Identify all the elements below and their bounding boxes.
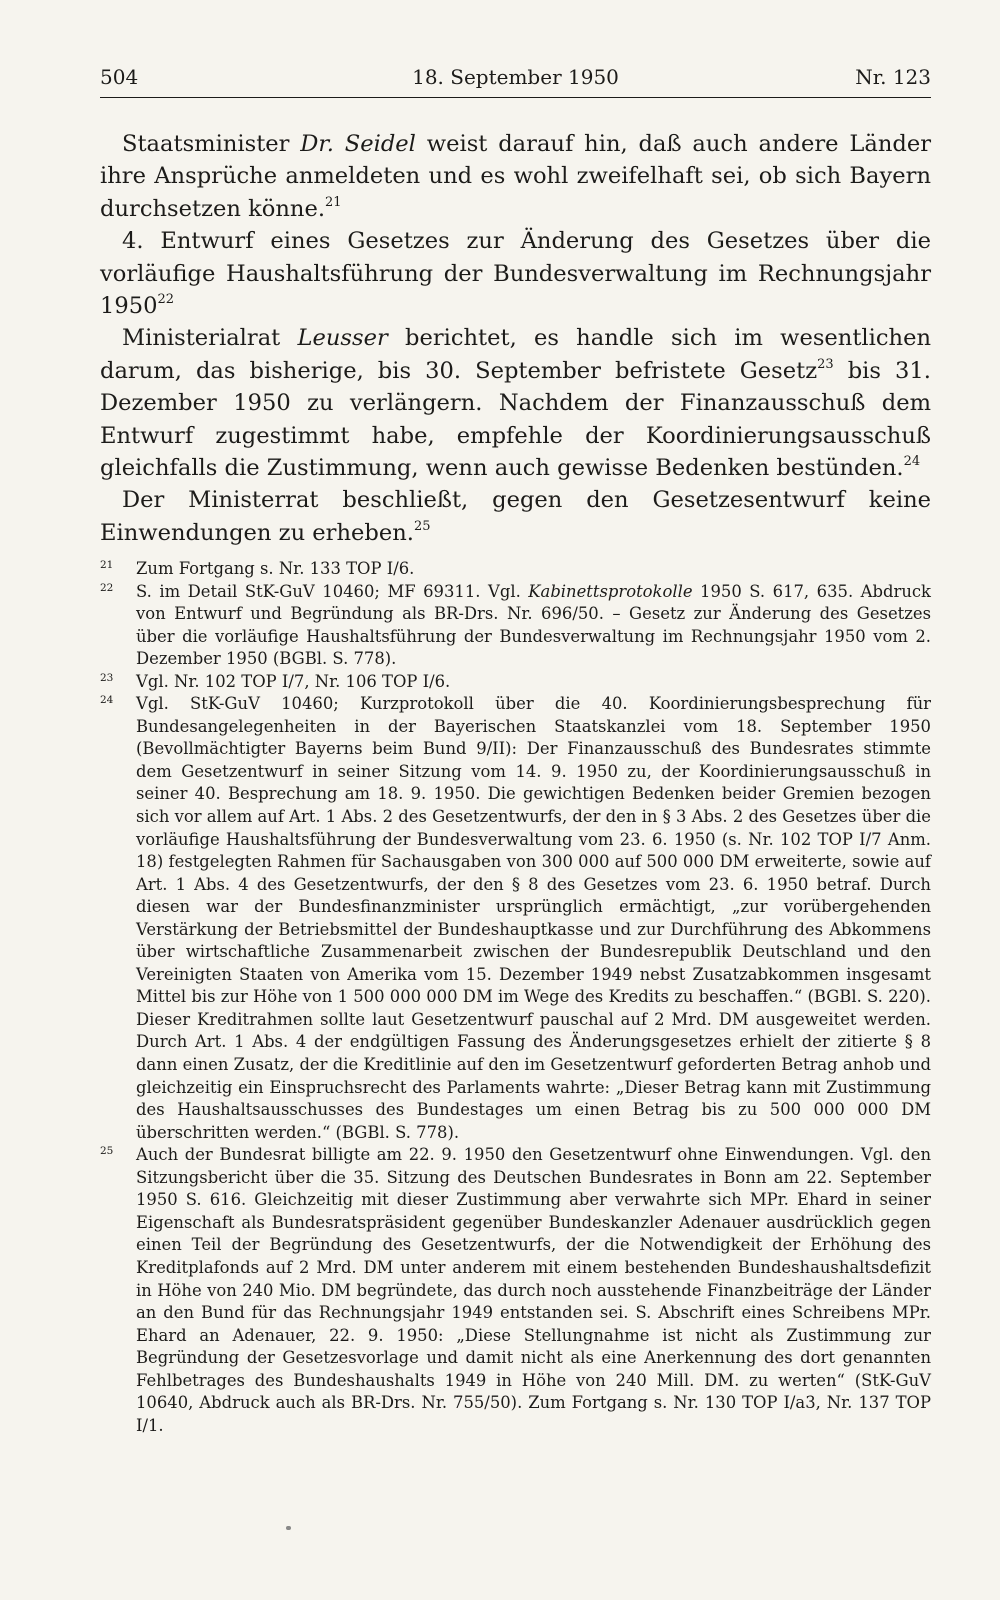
footnote-25 — [100, 1144, 931, 1437]
text-run: weist darauf hin, daß auch andere Länder ihre Ansprüche anmeldeten und es wohl zweifelhaft sei, ob sich Bayern durchsetzen könne. — [100, 131, 931, 222]
speaker-name: Dr. Seidel — [300, 131, 416, 157]
running-header — [100, 62, 931, 92]
footnote-24 — [100, 693, 931, 1144]
footnote-reference[interactable]: 24 — [903, 454, 921, 470]
footnote-22 — [100, 581, 931, 671]
publication-title: Kabinettsprotokolle — [528, 581, 693, 601]
paragraph-decision — [100, 484, 931, 549]
footnote-reference[interactable]: 22 — [157, 292, 175, 308]
main-text — [100, 128, 931, 549]
header-date: 18. September 1950 — [412, 65, 619, 89]
footnote-text: 1950 S. 617, 635. Abdruck von Entwurf und Begründung als BR-Drs. Nr. 696/50. – Gesetz zur Änderung des Gesetzes über die vorläufige Haushaltsführung der Bundesverwaltung im Rechnungsjahr 1950 vom 2. Dezember 1950 (BGBl. S. 778). — [136, 581, 931, 669]
footnote-23 — [100, 671, 931, 694]
footnote-reference[interactable]: 23 — [817, 356, 834, 372]
footnote-number: 23 — [100, 671, 114, 684]
text-run: bis 31. Dezember 1950 zu verlängern. Nachdem der Finanzausschuß dem Entwurf zugestimmt habe, empfehle der Koordinierungsausschuß gleichfalls die Zustimmung, wenn auch gewisse Bedenken bestünden. — [100, 357, 931, 482]
text-run: 4. Entwurf eines Gesetzes zur Änderung des Gesetzes über die vorläufige Haushaltsführung der Bundesverwaltung im Rechnungsjahr 1950 — [100, 228, 931, 320]
footnote-text: Zum Fortgang s. Nr. 133 TOP I/6. — [136, 559, 415, 578]
footnote-reference[interactable]: 25 — [413, 518, 431, 534]
header-rule — [100, 97, 931, 98]
footnote-text: S. im Detail StK-GuV 10460; MF 69311. Vgl. — [136, 581, 529, 601]
footnote-number: 25 — [100, 1145, 114, 1158]
footnote-text: Vgl. StK-GuV 10460; Kurzprotokoll über die 40. Koordinierungsbesprechung für Bundesangelegenheiten in der Bayerischen Staatskanzlei vom 18. September 1950 (Bevollmächtigter Bayerns beim Bund 9/II): Der Finanzausschuß des Bundesrates stimmte dem Gesetzentwurf in seiner Sitzung vom 14. 9. 1950 zu, der Koordinierungsausschuß in seiner 40. Besprechung am 18. 9. 1950. Die gewichtigen Bedenken beider Gremien bezogen sich vor allem auf Art. 1 Abs. 2 des Gesetzentwurfs, der den in § 3 Abs. 2 des Gesetzes über die vorläufige Haushaltsführung der Bundesverwaltung vom 23. 6. 1950 (s. Nr. 102 TOP I/7 Anm. 18) festgelegten Rahmen für Sachausgaben von 300 000 auf 500 000 DM erweiterte, sowie auf Art. 1 Abs. 4 des Gesetzentwurfs, der den § 8 des Gesetzes vom 23. 6. 1950 betraf. Durch diesen war der Bundesfinanzminister ursprünglich ermächtigt, „zur vorübergehenden Verstärkung der Betriebsmittel der Bundeshauptkasse und zur Durchführung des Abkommens über wirtschaftliche Zusammenarbeit zwischen der Bundesrepublik Deutschland und den Vereinigten Staaten von Amerika vom 15. Dezember 1949 nebst Zusatzabkommen insgesamt Mittel bis zur Höhe von 1 500 000 000 DM im Wege des Kredits zu beschaffen.“ (BGBl. S. 220). Dieser Kreditrahmen sollte laut Gesetzentwurf pauschal auf 2 Mrd. DM ausgeweitet werden. Durch Art. 1 Abs. 4 der endgültigen Fassung des Änderungsgesetzes erhielt der zitierte § 8 dann einen Zusatz, der die Kreditlinie auf den im Gesetzentwurf geforderten Betrag anhob und gleichzeitig ein Einspruchsrecht des Parlaments wahrte: „Dieser Betrag kann mit Zustimmung des Haushaltsausschusses des Bundestages um einen Betrag bis zu 500 000 000 DM überschritten werden.“ (BGBl. S. 778). — [136, 694, 931, 1142]
text-run: Der Ministerrat beschließt, gegen den Gesetzesentwurf keine Einwendungen zu erheben. — [100, 487, 931, 546]
text-run: berichtet, es handle sich im wesentlichen darum, das bisherige, bis 30. September befristete Gesetz — [100, 325, 932, 384]
speaker-name: Leusser — [297, 325, 388, 352]
footnote-reference[interactable]: 21 — [325, 194, 342, 210]
paragraph-seidel — [100, 128, 931, 225]
footnotes — [100, 558, 931, 1437]
text-run: Ministerialrat — [122, 325, 298, 352]
footnote-text: Vgl. Nr. 102 TOP I/7, Nr. 106 TOP I/6. — [136, 671, 451, 691]
paragraph-leusser — [100, 322, 931, 484]
footnote-number: 24 — [100, 694, 114, 707]
footnote-text: Auch der Bundesrat billigte am 22. 9. 1950 den Gesetzentwurf ohne Einwendungen. Vgl. den Sitzungsbericht über die 35. Sitzung des Deutschen Bundesrates in Bonn am 22. September 1950 S. 616. Gleichzeitig mit dieser Zustimmung aber verwahrte sich MPr. Ehard in seiner Eigenschaft als Bundesratspräsident gegenüber Bundeskanzler Adenauer ausdrücklich gegen einen Teil der Begründung des Gesetzentwurfs, der die Notwendigkeit der Erhöhung des Kreditplafonds auf 2 Mrd. DM unter anderem mit einem bestehenden Bundeshaushaltsdefizit in Höhe von 240 Mio. DM begründete, das durch noch ausstehende Finanzbeiträge der Länder an den Bund für das Rechnungsjahr 1949 entstanden sei. S. Abschrift eines Schreibens MPr. Ehard an Adenauer, 22. 9. 1950: „Diese Stellungnahme ist nicht als Zustimmung zur Begründung der Gesetzesvorlage und damit nicht als eine Anerkennung des dort genannten Fehlbetrages des Bundeshaushalts 1949 in Höhe von 240 Mill. DM. zu werten“ (StK-GuV 10640, Abdruck auch als BR-Drs. Nr. 755/50). Zum Fortgang s. Nr. 130 TOP I/a3, Nr. 137 TOP I/1. — [136, 1145, 931, 1435]
document-number: Nr. 123 — [855, 65, 931, 89]
page-number: 504 — [100, 65, 139, 89]
footnote-21 — [100, 558, 931, 581]
agenda-item-heading — [100, 225, 931, 322]
text-run: Staatsminister — [122, 131, 301, 157]
footnote-number: 21 — [100, 559, 114, 571]
print-speck — [286, 1526, 291, 1530]
footnote-number: 22 — [100, 581, 114, 594]
